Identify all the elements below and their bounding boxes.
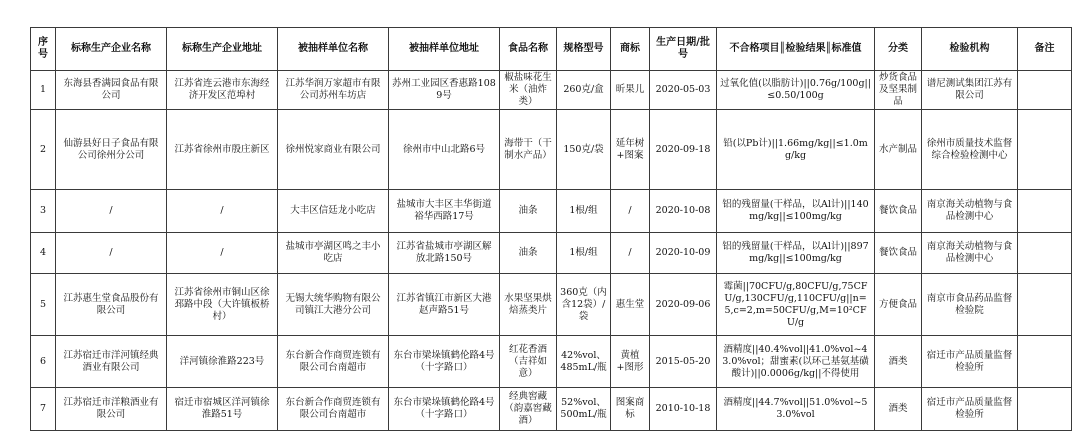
category: 酒类 [875, 388, 922, 431]
manufacturer-address: 宿迁市宿城区洋河镇徐淮路51号 [167, 388, 278, 431]
header-cell: 标称生产企业地址 [167, 28, 278, 71]
header-cell: 标称生产企业名称 [56, 28, 167, 71]
row-number: 4 [31, 233, 56, 274]
header-cell: 检验机构 [922, 28, 1018, 71]
brand: 昕果儿 [611, 71, 650, 110]
sampled-unit-address: 徐州市中山北路6号 [389, 110, 500, 190]
failed-item: 霉菌||70CFU/g,80CFU/g,75CFU/g,130CFU/g,110CFU/g||n=5,c=2,m=50CFU/g,M=10²CFU/g [717, 274, 875, 336]
production-date: 2020-09-18 [650, 110, 717, 190]
manufacturer-name: 江苏宿迁市洋粮酒业有限公司 [56, 388, 167, 431]
brand: 延年树+图案 [611, 110, 650, 190]
category: 方便食品 [875, 274, 922, 336]
header-cell: 分类 [875, 28, 922, 71]
row-number: 5 [31, 274, 56, 336]
category: 水产制品 [875, 110, 922, 190]
manufacturer-name: 江苏惠生堂食品股份有限公司 [56, 274, 167, 336]
production-date: 2015-05-20 [650, 336, 717, 388]
table-row [31, 388, 1072, 431]
sampled-unit-name: 江苏华润万家超市有限公司苏州车坊店 [278, 71, 389, 110]
spec: 260克/盒 [557, 71, 611, 110]
manufacturer-address: 洋河镇徐淮路223号 [167, 336, 278, 388]
table-row [31, 110, 1072, 190]
spec: 1根/组 [557, 190, 611, 233]
failed-item: 铝的残留量(干样品，以Al计)||140mg/kg||≤100mg/kg [717, 190, 875, 233]
brand: 惠生堂 [611, 274, 650, 336]
spec: 1根/组 [557, 233, 611, 274]
manufacturer-address: 江苏省徐州市殷庄新区 [167, 110, 278, 190]
inspection-lab: 南京海关动植物与食品检测中心 [922, 233, 1018, 274]
sampled-unit-name: 徐州悦家商业有限公司 [278, 110, 389, 190]
production-date: 2020-05-03 [650, 71, 717, 110]
spec: 360克（内含12袋）/袋 [557, 274, 611, 336]
failed-item: 铅(以Pb计)||1.66mg/kg||≤1.0mg/kg [717, 110, 875, 190]
sampled-unit-name: 大丰区信廷龙小吃店 [278, 190, 389, 233]
header-cell: 规格型号 [557, 28, 611, 71]
production-date: 2010-10-18 [650, 388, 717, 431]
spec: 150克/袋 [557, 110, 611, 190]
row-number: 7 [31, 388, 56, 431]
food-name: 油条 [500, 190, 557, 233]
header-row [31, 28, 1072, 71]
note [1018, 71, 1072, 110]
failed-item: 铝的残留量(干样品，以Al计)||897mg/kg||≤100mg/kg [717, 233, 875, 274]
category: 酒类 [875, 336, 922, 388]
inspection-lab: 宿迁市产品质量监督检验所 [922, 388, 1018, 431]
table-row [31, 190, 1072, 233]
manufacturer-name: / [56, 233, 167, 274]
food-name: 水果坚果烘焙蒸类片 [500, 274, 557, 336]
table-row [31, 71, 1072, 110]
category: 餐饮食品 [875, 190, 922, 233]
sampled-unit-name: 东台新合作商贸连锁有限公司台南超市 [278, 336, 389, 388]
manufacturer-name: / [56, 190, 167, 233]
manufacturer-address: 江苏省连云港市东海经济开发区范埠村 [167, 71, 278, 110]
spec: 52%vol、500mL/瓶 [557, 388, 611, 431]
food-name: 油条 [500, 233, 557, 274]
failed-item: 酒精度||44.7%vol||51.0%vol~53.0%vol [717, 388, 875, 431]
sampled-unit-address: 盐城市大丰区丰华街道裕华西路17号 [389, 190, 500, 233]
food-name: 经典窖藏（韵嘉窖藏酒） [500, 388, 557, 431]
failed-item: 酒精度||40.4%vol||41.0%vol~43.0%vol；甜蜜素(以环己基氨基磺酸计)||0.0006g/kg||不得使用 [717, 336, 875, 388]
inspection-lab: 宿迁市产品质量监督检验所 [922, 336, 1018, 388]
manufacturer-name: 仙游县好日子食品有限公司徐州分公司 [56, 110, 167, 190]
row-number: 1 [31, 71, 56, 110]
note [1018, 190, 1072, 233]
production-date: 2020-10-09 [650, 233, 717, 274]
sampled-unit-address: 苏州工业园区香惠路1089号 [389, 71, 500, 110]
category: 餐饮食品 [875, 233, 922, 274]
food-name: 椒盐味花生米（油炸类） [500, 71, 557, 110]
sampled-unit-address: 东台市梁垛镇鹤伦路4号（十字路口） [389, 388, 500, 431]
manufacturer-address: 江苏省徐州市铜山区徐邳路中段（大许镇板桥村） [167, 274, 278, 336]
header-cell: 序号 [31, 28, 56, 71]
brand: 图案商标 [611, 388, 650, 431]
failed-item: 过氧化值(以脂肪计)||0.76g/100g||≤0.50/100g [717, 71, 875, 110]
header-cell: 食品名称 [500, 28, 557, 71]
sampled-unit-name: 东台新合作商贸连锁有限公司台南超市 [278, 388, 389, 431]
production-date: 2020-09-06 [650, 274, 717, 336]
inspection-lab: 南京市食品药品监督检验院 [922, 274, 1018, 336]
inspection-table [30, 27, 1072, 431]
header-cell: 商标 [611, 28, 650, 71]
note [1018, 110, 1072, 190]
category: 炒货食品及坚果制品 [875, 71, 922, 110]
inspection-lab: 徐州市质量技术监督综合检验检测中心 [922, 110, 1018, 190]
row-number: 2 [31, 110, 56, 190]
sampled-unit-name: 盐城市亭湖区鸣之丰小吃店 [278, 233, 389, 274]
sampled-unit-address: 东台市梁垛镇鹤伦路4号（十字路口） [389, 336, 500, 388]
header-cell: 被抽样单位名称 [278, 28, 389, 71]
brand: 黄植+图形 [611, 336, 650, 388]
spec: 42%vol、485mL/瓶 [557, 336, 611, 388]
row-number: 6 [31, 336, 56, 388]
row-number: 3 [31, 190, 56, 233]
manufacturer-address: / [167, 233, 278, 274]
manufacturer-name: 江苏宿迁市洋河镇经典酒业有限公司 [56, 336, 167, 388]
brand: / [611, 190, 650, 233]
table-row [31, 233, 1072, 274]
manufacturer-name: 东海县香满园食品有限公司 [56, 71, 167, 110]
inspection-lab: 谱尼测试集团江苏有限公司 [922, 71, 1018, 110]
header-cell: 备注 [1018, 28, 1072, 71]
note [1018, 274, 1072, 336]
note [1018, 233, 1072, 274]
brand: / [611, 233, 650, 274]
manufacturer-address: / [167, 190, 278, 233]
food-name: 红花香酒（吉祥如意） [500, 336, 557, 388]
header-cell: 不合格项目║检验结果║标准值 [717, 28, 875, 71]
inspection-lab: 南京海关动植物与食品检测中心 [922, 190, 1018, 233]
note [1018, 388, 1072, 431]
sampled-unit-address: 江苏省镇江市新区大港赵声路51号 [389, 274, 500, 336]
sampled-unit-address: 江苏省盐城市亭湖区解放北路150号 [389, 233, 500, 274]
production-date: 2020-10-08 [650, 190, 717, 233]
food-name: 海带干（干制水产品） [500, 110, 557, 190]
table-row [31, 336, 1072, 388]
header-cell: 生产日期/批号 [650, 28, 717, 71]
sampled-unit-name: 无锡大统华购物有限公司镇江大港分公司 [278, 274, 389, 336]
note [1018, 336, 1072, 388]
header-cell: 被抽样单位地址 [389, 28, 500, 71]
table-row [31, 274, 1072, 336]
